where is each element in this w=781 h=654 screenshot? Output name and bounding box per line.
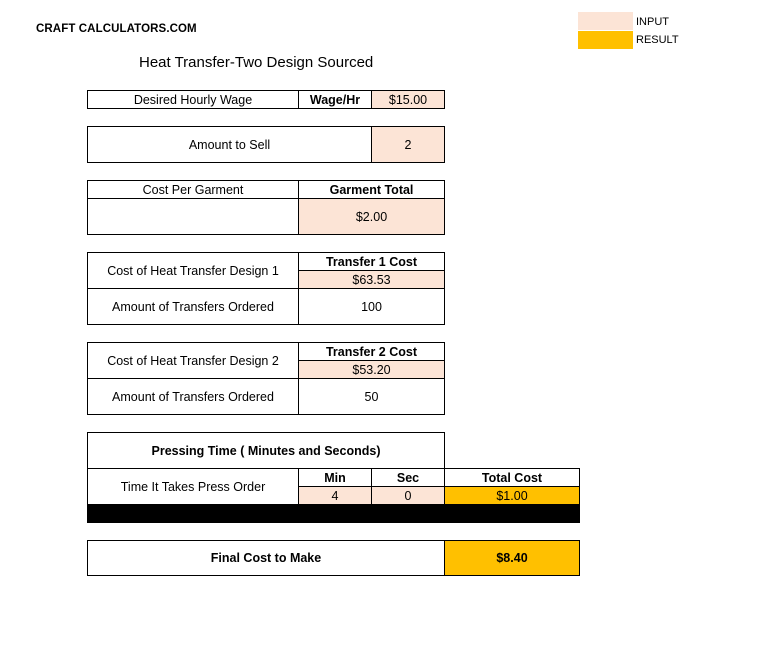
design1-amount-label: Amount of Transfers Ordered bbox=[112, 299, 274, 314]
wage-input[interactable]: $15.00 bbox=[371, 90, 445, 109]
input-legend-label: INPUT bbox=[636, 16, 669, 28]
black-divider-bar bbox=[87, 505, 580, 523]
sec-header: Sec bbox=[396, 470, 420, 485]
design2-cost-input[interactable]: $53.20 bbox=[299, 361, 444, 378]
min-header: Min bbox=[324, 470, 346, 485]
total-cost-result: $1.00 bbox=[445, 487, 579, 504]
amount-to-sell-input[interactable]: 2 bbox=[371, 126, 445, 163]
garment-label: Cost Per Garment bbox=[142, 182, 244, 197]
design2-amount-label: Amount of Transfers Ordered bbox=[112, 389, 274, 404]
brand-label: CRAFT CALCULATORS.COM bbox=[36, 23, 197, 35]
min-input[interactable]: 4 bbox=[299, 487, 371, 504]
design2-header: Transfer 2 Cost bbox=[325, 344, 417, 359]
garment-total-value: $2.00 bbox=[299, 199, 444, 234]
press-time-label: Time It Takes Press Order bbox=[120, 479, 266, 494]
result-legend-swatch bbox=[578, 31, 633, 49]
wage-label: Desired Hourly Wage bbox=[87, 90, 299, 109]
sec-input[interactable]: 0 bbox=[372, 487, 444, 504]
design1-header: Transfer 1 Cost bbox=[325, 254, 417, 269]
design1-cost-input[interactable]: $63.53 bbox=[299, 271, 444, 288]
final-cost-label: Final Cost to Make bbox=[87, 540, 445, 576]
design2-amount-input[interactable]: 50 bbox=[364, 389, 379, 404]
amount-to-sell-label: Amount to Sell bbox=[87, 126, 372, 163]
design1-cost-label: Cost of Heat Transfer Design 1 bbox=[107, 263, 279, 278]
page-title: Heat Transfer-Two Design Sourced bbox=[139, 54, 374, 71]
input-legend-swatch bbox=[578, 12, 633, 30]
final-cost-result: $8.40 bbox=[444, 540, 580, 576]
wage-header: Wage/Hr bbox=[298, 90, 372, 109]
design2-cost-label: Cost of Heat Transfer Design 2 bbox=[107, 353, 279, 368]
total-cost-header: Total Cost bbox=[481, 470, 543, 485]
result-legend-label: RESULT bbox=[636, 34, 679, 46]
design1-amount-input[interactable]: 100 bbox=[361, 299, 382, 314]
pressing-title: Pressing Time ( Minutes and Seconds) bbox=[87, 432, 445, 469]
garment-header: Garment Total bbox=[329, 182, 414, 197]
